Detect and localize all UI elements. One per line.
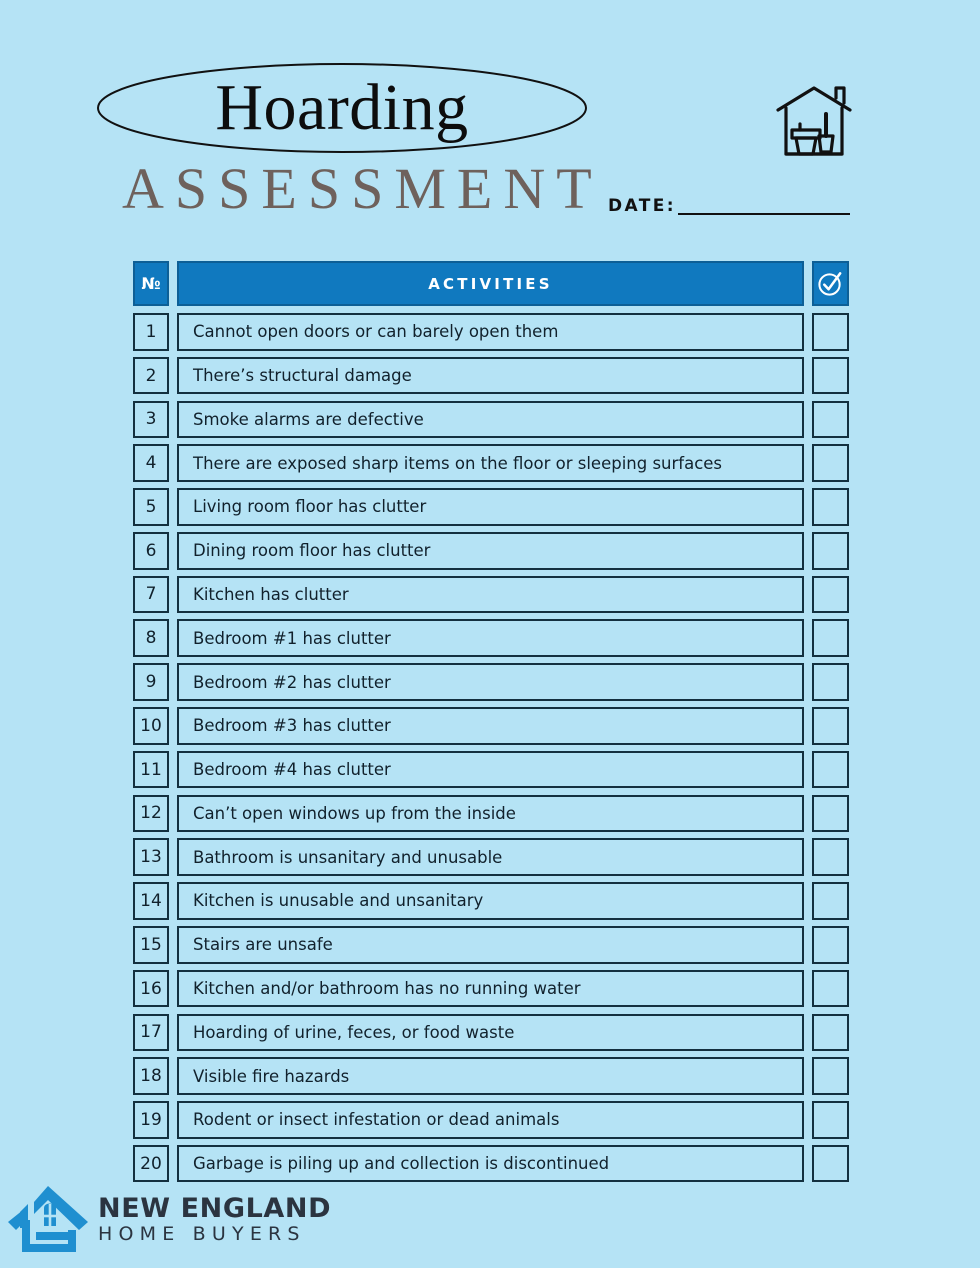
table-row (133, 619, 849, 657)
row-number: 5 (133, 488, 169, 526)
row-checkbox[interactable] (812, 1014, 849, 1052)
column-header-check (812, 261, 849, 306)
row-checkbox[interactable] (812, 751, 849, 789)
page-title: Hoarding (215, 71, 469, 144)
table-row (133, 1057, 849, 1095)
row-activity-label: Living room floor has clutter (177, 488, 804, 526)
row-checkbox[interactable] (812, 532, 849, 570)
table-row (133, 532, 849, 570)
row-number: 15 (133, 926, 169, 964)
table-row (133, 357, 849, 395)
row-activity-label: Kitchen and/or bathroom has no running water (177, 970, 804, 1008)
row-number: 4 (133, 444, 169, 482)
table-row (133, 838, 849, 876)
table-row (133, 1145, 849, 1183)
row-number: 1 (133, 313, 169, 351)
house-cleaning-icon (774, 84, 854, 160)
checklist-table (133, 261, 849, 1189)
row-activity-label: Stairs are unsafe (177, 926, 804, 964)
row-number: 13 (133, 838, 169, 876)
table-row (133, 488, 849, 526)
row-activity-label: Bedroom #3 has clutter (177, 707, 804, 745)
date-field[interactable] (608, 198, 850, 217)
row-activity-label: Garbage is piling up and collection is discontinued (177, 1145, 804, 1183)
table-row (133, 795, 849, 833)
row-number: 8 (133, 619, 169, 657)
row-activity-label: Hoarding of urine, feces, or food waste (177, 1014, 804, 1052)
title-ellipse-wrap (96, 62, 588, 154)
row-number: 19 (133, 1101, 169, 1139)
table-row (133, 751, 849, 789)
logo-line-secondary: HOME BUYERS (98, 1222, 306, 1245)
table-row (133, 663, 849, 701)
table-row (133, 882, 849, 920)
row-number: 17 (133, 1014, 169, 1052)
row-checkbox[interactable] (812, 838, 849, 876)
row-checkbox[interactable] (812, 313, 849, 351)
row-checkbox[interactable] (812, 401, 849, 439)
company-logo (6, 1182, 331, 1262)
column-header-activities: ACTIVITIES (177, 261, 804, 306)
circled-check-icon (817, 270, 844, 297)
row-checkbox[interactable] (812, 707, 849, 745)
logo-line-primary: NEW ENGLAND (98, 1192, 332, 1224)
table-row (133, 313, 849, 351)
table-row (133, 1014, 849, 1052)
row-checkbox[interactable] (812, 1057, 849, 1095)
table-row (133, 707, 849, 745)
row-activity-label: Cannot open doors or can barely open them (177, 313, 804, 351)
row-activity-label: Rodent or insect infestation or dead animals (177, 1101, 804, 1139)
row-number: 3 (133, 401, 169, 439)
row-number: 11 (133, 751, 169, 789)
row-activity-label: Bedroom #2 has clutter (177, 663, 804, 701)
row-number: 10 (133, 707, 169, 745)
row-activity-label: Kitchen is unusable and unsanitary (177, 882, 804, 920)
table-row (133, 1101, 849, 1139)
table-row (133, 970, 849, 1008)
row-activity-label: Dining room floor has clutter (177, 532, 804, 570)
table-row (133, 444, 849, 482)
row-number: 12 (133, 795, 169, 833)
row-checkbox[interactable] (812, 1145, 849, 1183)
page-subtitle: ASSESSMENT (122, 156, 603, 221)
row-number: 6 (133, 532, 169, 570)
row-number: 7 (133, 576, 169, 614)
row-number: 16 (133, 970, 169, 1008)
row-checkbox[interactable] (812, 663, 849, 701)
row-activity-label: There are exposed sharp items on the floor or sleeping surfaces (177, 444, 804, 482)
table-body (133, 313, 849, 1182)
column-header-number: № (133, 261, 169, 306)
row-activity-label: Can’t open windows up from the inside (177, 795, 804, 833)
title-block (96, 62, 603, 221)
page-header (0, 0, 980, 250)
row-activity-label: Bedroom #4 has clutter (177, 751, 804, 789)
row-checkbox[interactable] (812, 1101, 849, 1139)
house-logo-icon (6, 1182, 90, 1262)
table-row (133, 401, 849, 439)
row-checkbox[interactable] (812, 795, 849, 833)
row-activity-label: Bathroom is unsanitary and unusable (177, 838, 804, 876)
table-row (133, 576, 849, 614)
row-number: 20 (133, 1145, 169, 1183)
row-checkbox[interactable] (812, 970, 849, 1008)
row-number: 9 (133, 663, 169, 701)
row-number: 2 (133, 357, 169, 395)
row-checkbox[interactable] (812, 619, 849, 657)
row-activity-label: There’s structural damage (177, 357, 804, 395)
row-activity-label: Kitchen has clutter (177, 576, 804, 614)
row-activity-label: Bedroom #1 has clutter (177, 619, 804, 657)
logo-text (98, 1194, 331, 1251)
row-checkbox[interactable] (812, 357, 849, 395)
table-header-row (133, 261, 849, 306)
row-checkbox[interactable] (812, 488, 849, 526)
row-activity-label: Smoke alarms are defective (177, 401, 804, 439)
row-checkbox[interactable] (812, 882, 849, 920)
date-input-line[interactable] (678, 213, 850, 215)
row-number: 18 (133, 1057, 169, 1095)
row-checkbox[interactable] (812, 576, 849, 614)
date-label: DATE: (608, 196, 676, 216)
row-activity-label: Visible fire hazards (177, 1057, 804, 1095)
row-checkbox[interactable] (812, 444, 849, 482)
row-checkbox[interactable] (812, 926, 849, 964)
row-number: 14 (133, 882, 169, 920)
table-row (133, 926, 849, 964)
house-cleaning-glyph (774, 84, 854, 160)
